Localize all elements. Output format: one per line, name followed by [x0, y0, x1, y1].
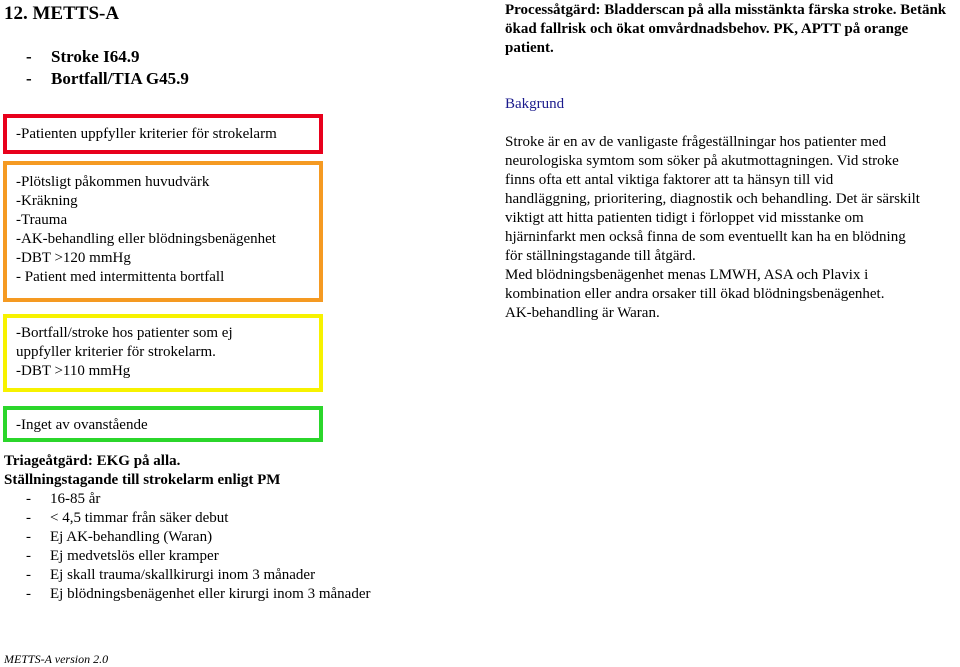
- process-action: Processåtgärd: Bladderscan på alla misstänkta färska stroke. Betänk ökad fallrisk och ökat omvårdnadsbehov. PK, APTT på orange patient.: [505, 2, 947, 56]
- criteria-list: [4, 490, 370, 604]
- criteria-item: - Ej blödningsbenägenhet eller kirurgi inom 3 månader: [26, 586, 371, 602]
- criteria-heading: Ställningstagande till strokelarm enligt PM: [4, 472, 281, 488]
- background-line: Med blödningsbenägenhet menas LMWH, ASA och Plavix i: [505, 267, 869, 283]
- criteria-text: < 4,5 timmar från säker debut: [50, 510, 229, 526]
- triage-box-red: [3, 114, 323, 154]
- triage-orange-line: -Trauma: [16, 212, 68, 228]
- criteria-item: - Ej medvetslös eller kramper: [26, 548, 219, 564]
- background-line: AK-behandling är Waran.: [505, 305, 660, 321]
- triage-orange-line: -Kräkning: [16, 193, 78, 209]
- triage-box-orange: [3, 161, 323, 302]
- triage-orange-line: - Patient med intermittenta bortfall: [16, 269, 225, 285]
- criteria-item: - < 4,5 timmar från säker debut: [26, 510, 229, 526]
- background-line: hjärninfarkt men också finna de som eventuellt kan ha en blödning: [505, 229, 906, 245]
- triage-yellow-line: uppfyller kriterier för strokelarm.: [16, 344, 216, 360]
- diagnosis-item: - Bortfall/TIA G45.9: [26, 69, 189, 88]
- background-line: Stroke är en av de vanligaste frågeställningar hos patienter med: [505, 134, 887, 150]
- background-line: för ställningstagande till åtgärd.: [505, 248, 696, 264]
- criteria-item: - Ej AK-behandling (Waran): [26, 529, 213, 545]
- triage-section: [4, 452, 370, 604]
- triage-box-green: [3, 406, 323, 442]
- background-line: finns ofta ett antal viktiga faktorer att ta hänsyn till vid: [505, 172, 834, 188]
- criteria-item: - Ej skall trauma/skallkirurgi inom 3 månader: [26, 567, 316, 583]
- triage-box-yellow: [3, 314, 323, 392]
- triage-yellow-line: -Bortfall/stroke hos patienter som ej: [16, 325, 233, 341]
- version-footer: METTS-A version 2.0: [4, 652, 109, 666]
- background-line: handläggning, prioritering, diagnostik och behandling. Det är särskilt: [505, 191, 920, 207]
- triage-orange-line: -Plötsligt påkommen huvudvärk: [16, 174, 210, 190]
- criteria-text: Ej blödningsbenägenhet eller kirurgi inom 3 månader: [50, 586, 371, 602]
- triage-yellow-line: -DBT >110 mmHg: [16, 363, 131, 379]
- triage-green-line: -Inget av ovanstående: [16, 417, 148, 433]
- document-title: 12. METTS-A: [4, 3, 120, 24]
- diagnosis-text: Stroke I64.9: [51, 47, 140, 66]
- diagnosis-item: - Stroke I64.9: [26, 47, 140, 66]
- criteria-text: Ej AK-behandling (Waran): [50, 529, 213, 545]
- background-heading: Bakgrund: [505, 96, 565, 112]
- criteria-text: 16-85 år: [50, 491, 101, 507]
- background-line: neurologiska symtom som söker på akutmottagningen. Vid stroke: [505, 153, 899, 169]
- diagnosis-text: Bortfall/TIA G45.9: [51, 69, 189, 88]
- background-line: viktigt att hitta patienten tidigt i förloppet vid misstanke om: [505, 210, 864, 226]
- triage-action: Triageåtgärd: EKG på alla.: [4, 453, 181, 469]
- background-line: kombination eller andra orsaker till ökad blödningsbenägenhet.: [505, 286, 885, 302]
- background-text: [505, 133, 957, 323]
- triage-orange-line: -AK-behandling eller blödningsbenägenhet: [16, 231, 276, 247]
- criteria-text: Ej medvetslös eller kramper: [50, 548, 219, 564]
- criteria-item: - 16-85 år: [26, 491, 101, 507]
- criteria-text: Ej skall trauma/skallkirurgi inom 3 månader: [50, 567, 316, 583]
- diagnosis-list: [26, 46, 189, 90]
- triage-orange-line: -DBT >120 mmHg: [16, 250, 131, 266]
- triage-red-line: -Patienten uppfyller kriterier för strokelarm: [16, 126, 277, 142]
